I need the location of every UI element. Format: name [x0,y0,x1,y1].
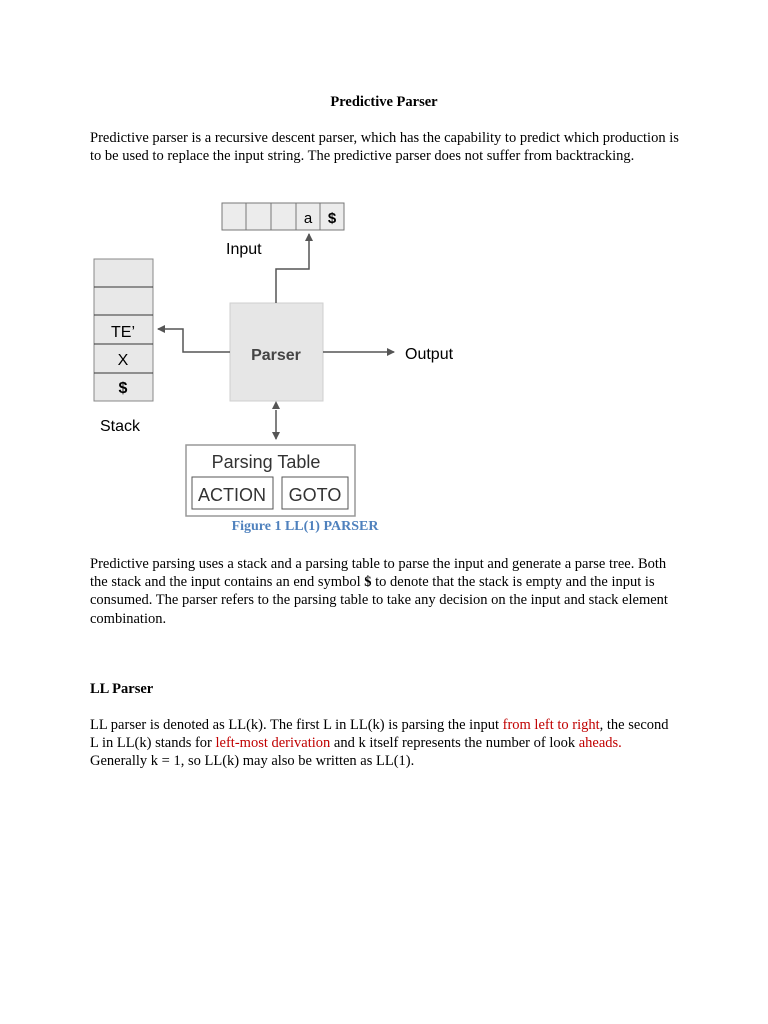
stack-cell-te: TE’ [111,324,135,341]
ll-text-2: , the second L in LL(k) stands for [90,717,669,752]
parser-to-input-arrow [276,234,309,303]
end-symbol-bold: $ [364,574,372,591]
highlight-left-to-right: from left to right [502,717,600,733]
stack-description-text-1: Predictive parsing uses a stack and a parsing table to parse the input and generate a parse tree. Both the stack and the input contains an end symbol [90,556,667,591]
ll1-parser-diagram [80,195,490,525]
parser-to-stack-arrow [158,329,230,352]
stack-description-text-2: to denote that the stack is empty and the input is consumed. The parser refers to the parsing table to take any decision on the input and stack element combination. [90,574,668,627]
highlight-aheads: aheads. [578,735,622,752]
stack-label: Stack [100,418,141,435]
ll-text-1: LL parser is denoted as LL(k). The first L in LL(k) is parsing the input [90,717,503,733]
input-cell-end-symbol: $ [327,210,337,227]
figure-caption: Figure 1 LL(1) PARSER [231,519,379,534]
ll-parser-paragraph [90,716,680,771]
stack [94,259,153,401]
highlight-left-most-derivation: left-most derivation [215,735,331,752]
stack-cell-end-symbol: $ [118,380,128,397]
goto-label: GOTO [288,485,342,505]
output-label: Output [405,346,454,363]
stack-cell-x: X [117,352,129,369]
section-heading-ll-parser: LL Parser [90,681,154,697]
action-label: ACTION [197,485,267,505]
intro-paragraph: Predictive parser is a recursive descent parser, which has the capability to predict which production is to be used to replace the input string. The predictive parser does not suffer from backtracking. [90,130,679,165]
ll-text-3: and k itself represents the number of look [330,735,579,752]
input-cell-a: a [303,210,313,227]
parser-label: Parser [251,347,301,364]
stack-description-paragraph [90,555,680,628]
ll-text-4: Generally k = 1, so LL(k) may also be written as LL(1). [90,753,415,770]
input-label: Input [226,241,262,258]
parsing-table-label: Parsing Table [211,452,321,472]
input-tape [222,203,344,230]
page-title: Predictive Parser [330,94,438,110]
parsing-table [186,445,355,516]
